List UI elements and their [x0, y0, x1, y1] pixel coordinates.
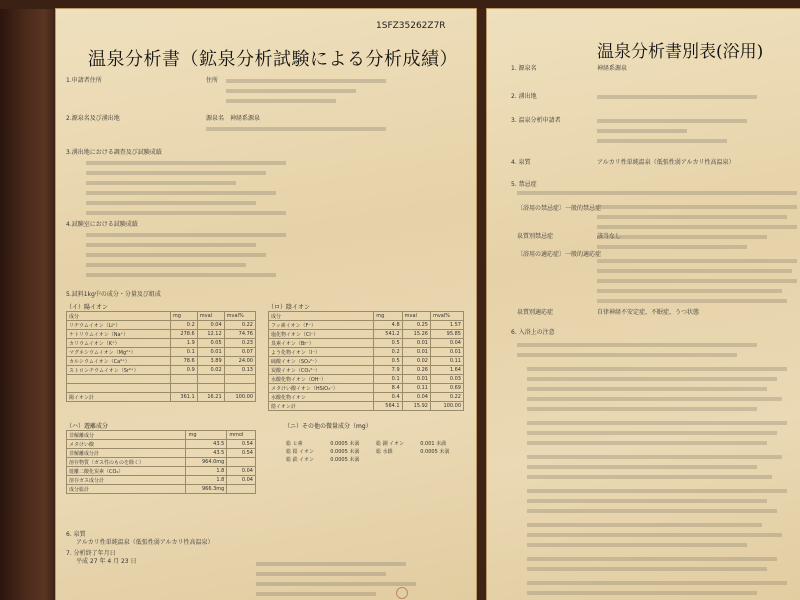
table-cell: 水酸化物イオン（OH⁻） — [269, 375, 374, 384]
text-line — [86, 191, 276, 195]
table-row — [269, 393, 464, 402]
text-line — [527, 397, 782, 401]
text-line — [226, 79, 386, 83]
text-line — [527, 377, 777, 381]
table-cell: 非解離成分計 — [67, 449, 186, 458]
table-row — [67, 348, 256, 357]
table-cell: 総 水銀 — [375, 448, 393, 455]
text-line — [86, 273, 276, 277]
free-components-title: （ハ）遊離成分 — [66, 423, 109, 430]
sub-item-label: 6. 入浴上の注意 — [511, 329, 555, 336]
item-label: 2. 湧出地 — [511, 93, 537, 100]
text-line — [527, 499, 767, 503]
table-cell: 0.11 — [430, 357, 463, 366]
table-cell: 1.8 — [186, 467, 227, 476]
table-cell: 総 鉛 イオン — [286, 448, 315, 455]
text-line — [86, 263, 246, 267]
table-cell: よう化物イオン（I⁻） — [269, 348, 374, 357]
table-cell: 0.07 — [224, 348, 255, 357]
table-row — [284, 447, 464, 455]
trace-components-table — [284, 439, 464, 463]
free-components-table — [66, 430, 256, 494]
table-cell: 8.4 — [374, 384, 402, 393]
table-cell: カルシウムイオン（Ca²⁺） — [67, 357, 171, 366]
header-cell: 成分 — [269, 312, 374, 321]
table-cell: 0.54 — [227, 440, 256, 449]
text-line — [597, 245, 747, 249]
table-cell: 1.57 — [430, 321, 463, 330]
table-cell: 炭酸イオン（CO₃²⁻） — [269, 366, 374, 375]
table-cell: 陽イオン計 — [67, 393, 171, 402]
table-cell: 541.2 — [374, 330, 402, 339]
table-cell: 43.5 — [186, 449, 227, 458]
header-cell: mg — [170, 312, 197, 321]
table-cell: 0.22 — [224, 321, 255, 330]
spring-quality-value: アルカリ性単純温泉（低張性弱アルカリ性高温泉） — [76, 539, 214, 546]
table-cell: 964.0mg — [186, 458, 227, 467]
table-cell — [224, 375, 255, 384]
text-line — [206, 127, 386, 131]
text-line — [86, 161, 286, 165]
table-cell: 43.5 — [186, 440, 227, 449]
table-cell: 0.0005 未満 — [330, 448, 360, 455]
table-row — [67, 366, 256, 375]
table-cell: 0.13 — [224, 366, 255, 375]
table-cell: 1.8 — [186, 476, 227, 485]
table-cell: フッ素イオン（F⁻） — [269, 321, 374, 330]
text-line — [527, 523, 762, 527]
table-row — [269, 366, 464, 375]
table-row — [269, 339, 464, 348]
text-line — [597, 95, 757, 99]
table-cell — [170, 384, 197, 393]
table-cell: 硫酸イオン（SO₄²⁻） — [269, 357, 374, 366]
text-line — [226, 89, 356, 93]
table-cell: 0.01 — [197, 348, 224, 357]
table-cell: 361.1 — [170, 393, 197, 402]
table-cell: 16.21 — [197, 393, 224, 402]
text-line — [527, 387, 767, 391]
text-line — [517, 191, 797, 195]
table-cell: 1.9 — [170, 339, 197, 348]
table-cell: 溶存ガス成分計 — [67, 476, 186, 485]
header-cell: mg — [374, 312, 402, 321]
table-cell: 0.0005 未満 — [330, 456, 360, 463]
text-line — [527, 489, 787, 493]
text-line — [86, 181, 236, 185]
cation-table-title: （イ）陽イオン — [66, 304, 108, 311]
table-cell — [224, 384, 255, 393]
table-cell: 0.22 — [430, 393, 463, 402]
table-cell: 0.11 — [402, 384, 430, 393]
table-cell: マグネシウムイオン（Mg²⁺） — [67, 348, 171, 357]
table-row — [67, 330, 256, 339]
table-cell: 0.0005 未満 — [420, 448, 450, 455]
analysis-document-right — [486, 8, 800, 600]
item-label: 4. 泉質 — [511, 159, 531, 166]
table-cell: 966.3mg — [186, 485, 227, 494]
table-cell: 0.04 — [430, 339, 463, 348]
table-row — [67, 476, 256, 485]
table-cell — [418, 455, 464, 463]
anion-table-title: （ロ）陰イオン — [268, 304, 310, 311]
table-cell — [374, 455, 418, 463]
text-line — [527, 533, 782, 537]
table-cell: 臭素イオン（Br⁻） — [269, 339, 374, 348]
section-label: 4.試験室における試験成績 — [66, 221, 138, 228]
text-line — [527, 591, 757, 595]
table-row — [67, 357, 256, 366]
text-line — [256, 572, 386, 576]
table-row — [67, 339, 256, 348]
table-cell: 12.12 — [197, 330, 224, 339]
item-label: 3. 温泉分析申請者 — [511, 117, 561, 124]
text-line — [527, 557, 777, 561]
table-row — [67, 375, 256, 384]
text-line — [527, 567, 767, 571]
sub-item-label: 〔浴用の禁忌症〕一般的禁忌症 — [517, 205, 602, 212]
table-cell: 0.5 — [374, 357, 402, 366]
table-cell: 0.26 — [402, 366, 430, 375]
section-label: 1.申請者住所 — [66, 77, 102, 84]
text-line — [527, 509, 777, 513]
text-line — [597, 119, 747, 123]
table-row — [67, 485, 256, 494]
section-label: 3.湧出地における調査及び試験成績 — [66, 149, 162, 156]
table-cell: メタけい酸イオン（HSiO₃⁻） — [269, 384, 374, 393]
table-cell: 水酸化物イオン — [269, 393, 374, 402]
table-cell: 0.5 — [374, 339, 402, 348]
table-cell: 総 銅 イオン — [375, 440, 405, 447]
table-header-row — [269, 312, 464, 321]
text-line — [517, 343, 757, 347]
text-line — [597, 139, 727, 143]
text-line — [597, 259, 797, 263]
table-cell — [227, 458, 256, 467]
table-cell: 0.9 — [170, 366, 197, 375]
table-cell: 0.54 — [227, 449, 256, 458]
table-cell: 0.01 — [430, 348, 463, 357]
table-cell: 7.9 — [374, 366, 402, 375]
table-row — [284, 455, 464, 463]
document-code: 1SFZ35262Z7R — [376, 21, 446, 31]
header-cell: mval — [197, 312, 224, 321]
table-cell: 0.05 — [197, 339, 224, 348]
spring-quality-label: 6. 泉質 — [66, 531, 86, 538]
table-row — [269, 384, 464, 393]
text-line — [256, 582, 416, 586]
table-cell: 100.00 — [430, 402, 463, 411]
text-line — [597, 225, 797, 229]
text-line — [527, 475, 772, 479]
table-cell: 0.23 — [224, 339, 255, 348]
table-row — [67, 384, 256, 393]
header-cell: mmol — [227, 431, 256, 440]
table-cell: 総 ヒ素 — [286, 440, 303, 447]
table-cell — [197, 375, 224, 384]
header-cell: mval — [402, 312, 430, 321]
table-cell: カリウムイオン（K⁺） — [67, 339, 171, 348]
table-cell: 15.92 — [402, 402, 430, 411]
text-line — [527, 421, 787, 425]
table-cell: ナトリウムイオン（Na⁺） — [67, 330, 171, 339]
cation-table — [66, 311, 256, 402]
header-cell: mg — [186, 431, 227, 440]
table-cell: 15.26 — [402, 330, 430, 339]
text-line — [226, 99, 336, 103]
sub-item-label: 〔浴用の適応症〕一般的適応症 — [517, 251, 602, 258]
table-cell: 0.02 — [197, 366, 224, 375]
text-line — [527, 407, 757, 411]
table-cell: 278.6 — [170, 330, 197, 339]
text-line — [517, 353, 737, 357]
text-line — [86, 171, 266, 175]
table-row — [67, 449, 256, 458]
text-line — [597, 215, 787, 219]
sub-item-label: 泉質別禁忌症 — [517, 233, 554, 240]
text-line — [597, 279, 797, 283]
text-line — [527, 441, 767, 445]
text-line — [527, 465, 757, 469]
text-line — [597, 269, 792, 273]
text-line — [527, 455, 782, 459]
table-cell: メタけい酸 — [67, 440, 186, 449]
table-cell: 0.01 — [402, 348, 430, 357]
table-row — [67, 458, 256, 467]
table-cell: 74.76 — [224, 330, 255, 339]
text-line — [256, 592, 376, 596]
section-label: 5.試料1kg中の成分・分量及び組成 — [66, 291, 161, 298]
table-cell: 0.0005 未満 — [330, 440, 360, 447]
text-line — [86, 211, 286, 215]
table-total-row — [67, 393, 256, 402]
table-cell: 564.1 — [374, 402, 402, 411]
table-cell: 0.02 — [402, 357, 430, 366]
seal-stamp — [396, 587, 408, 599]
table-cell: 0.001 未満 — [420, 440, 447, 447]
item-value: アルカリ性単純温泉（低張性弱アルカリ性高温泉） — [597, 159, 735, 166]
table-cell: ストロンチウムイオン（Sr²⁺） — [67, 366, 171, 375]
table-cell — [227, 485, 256, 494]
text-line — [256, 562, 406, 566]
document-title: 温泉分析書（鉱泉分析試験による分析成績） — [88, 49, 458, 70]
anion-table — [268, 311, 464, 411]
table-cell: 0.4 — [374, 393, 402, 402]
table-header-row — [67, 431, 256, 440]
table-cell: 0.1 — [170, 348, 197, 357]
table-cell: 24.00 — [224, 357, 255, 366]
trace-components-title: （ニ）その他の微量成分（mg） — [284, 423, 372, 430]
table-cell: 遊離二酸化炭素（CO₂） — [67, 467, 186, 476]
text-line — [527, 581, 787, 585]
text-line — [86, 201, 256, 205]
header-cell: mval% — [430, 312, 463, 321]
table-cell: 0.69 — [430, 384, 463, 393]
text-line — [527, 367, 787, 371]
table-row — [269, 348, 464, 357]
text-line — [527, 543, 747, 547]
table-row — [269, 375, 464, 384]
text-line — [86, 253, 266, 257]
table-cell: 0.2 — [374, 348, 402, 357]
table-cell: 95.85 — [430, 330, 463, 339]
text-line — [597, 299, 787, 303]
table-cell: 0.01 — [402, 339, 430, 348]
analysis-date-value: 平成 27 年 4 月 23 日 — [76, 558, 137, 565]
section-value: 源泉名 神経系源泉 — [206, 115, 261, 122]
table-cell: 0.04 — [227, 467, 256, 476]
table-row — [284, 439, 464, 447]
text-line — [597, 289, 782, 293]
table-cell: 総 鉄 イオン — [286, 456, 315, 463]
analysis-date-label: 7. 分析終了年月日 — [66, 550, 116, 557]
table-cell: 78.6 — [170, 357, 197, 366]
item-value: 神経系源泉 — [597, 65, 628, 72]
table-cell: 0.01 — [402, 375, 430, 384]
table-cell: 0.04 — [197, 321, 224, 330]
table-cell — [67, 384, 171, 393]
text-line — [597, 129, 687, 133]
text-line — [86, 243, 256, 247]
appendix-title: 温泉分析書別表(浴用) — [597, 42, 764, 62]
sub-item-label: 泉質別適応症 — [517, 309, 554, 316]
table-row — [269, 357, 464, 366]
table-row — [67, 321, 256, 330]
header-cell: 非解離成分 — [67, 431, 186, 440]
text-line — [597, 205, 797, 209]
table-cell: 成分総計 — [67, 485, 186, 494]
table-cell: 0.04 — [227, 476, 256, 485]
item-label: 1. 源泉名 — [511, 65, 537, 72]
table-cell: 0.03 — [430, 375, 463, 384]
section-label: 2.源泉名及び湧出地 — [66, 115, 120, 122]
table-cell — [67, 375, 171, 384]
table-cell: 0.25 — [402, 321, 430, 330]
text-line — [86, 233, 286, 237]
header-cell: 成分 — [67, 312, 171, 321]
table-cell: 100.00 — [224, 393, 255, 402]
table-cell: 0.2 — [170, 321, 197, 330]
table-row — [269, 321, 464, 330]
table-row — [67, 467, 256, 476]
table-cell: 1.64 — [430, 366, 463, 375]
table-cell: 陰イオン計 — [269, 402, 374, 411]
table-cell: 3.89 — [197, 357, 224, 366]
table-cell: 塩化物イオン（Cl⁻） — [269, 330, 374, 339]
table-cell: 0.1 — [374, 375, 402, 384]
table-cell: 0.04 — [402, 393, 430, 402]
header-cell: mval% — [224, 312, 255, 321]
table-cell: 溶存物質（ガス性のものを除く） — [67, 458, 186, 467]
text-line — [597, 235, 767, 239]
table-total-row — [269, 402, 464, 411]
text-line — [527, 431, 777, 435]
table-row — [269, 330, 464, 339]
section-value: 住所 — [206, 77, 219, 84]
table-header-row — [67, 312, 256, 321]
item-label: 5. 禁忌症 — [511, 181, 537, 188]
table-cell: 4.8 — [374, 321, 402, 330]
sub-item-value: 該当なし — [597, 233, 622, 240]
table-row — [67, 440, 256, 449]
table-cell: リチウムイオン（Li⁺） — [67, 321, 171, 330]
sub-item-value: 自律神経不安定症、不眠症、うつ状態 — [597, 309, 700, 316]
analysis-document-left — [55, 8, 477, 600]
table-cell — [197, 384, 224, 393]
table-cell — [170, 375, 197, 384]
